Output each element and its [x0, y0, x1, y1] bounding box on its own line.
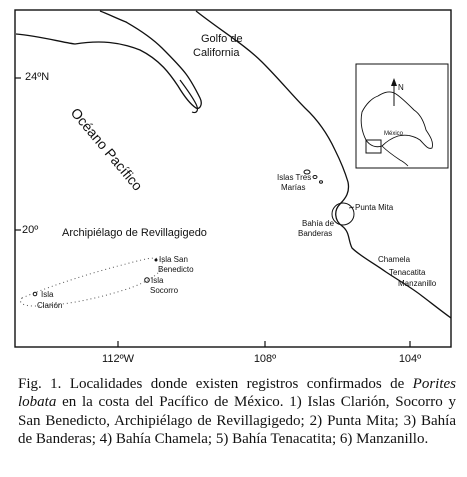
latitude-label-24: 24ºN	[25, 71, 50, 83]
san-benedicto-island	[155, 259, 158, 262]
tres-marias-label-line2: Marías	[281, 183, 306, 192]
socorro-label-line2: Socorro	[150, 286, 179, 295]
inset-frame	[356, 64, 448, 168]
tres-marias-label-line1: Islas Tres	[277, 173, 312, 182]
longitude-label-108: 108º	[253, 353, 277, 365]
clarion-label-line2: Clarión	[37, 301, 63, 310]
socorro-label-line1: Isla	[151, 276, 164, 285]
figure-caption	[18, 375, 456, 449]
gulf-label-line1: Golfo de	[201, 33, 243, 45]
san-benedicto-label-line2: Benedicto	[158, 265, 194, 274]
socorro-island	[145, 278, 150, 283]
chamela-label: Chamela	[378, 255, 411, 264]
inset-mexico-label: México	[384, 131, 404, 137]
san-benedicto-label-line1: Isla San	[159, 255, 188, 264]
longitude-label-104: 104º	[398, 353, 422, 365]
clarion-island	[33, 292, 37, 296]
gulf-label-line2: California	[193, 47, 240, 59]
north-arrow-label: N	[398, 83, 404, 92]
punta-mita-leader	[349, 207, 354, 208]
caption-lead: Fig. 1. Localidades donde existen registros confirmados de	[18, 376, 413, 392]
tenacatita-label: Tenacatita	[389, 268, 426, 277]
banderas-label-line2: Banderas	[298, 229, 333, 238]
longitude-label-112: 112ºW	[102, 353, 134, 365]
baja-california-peninsula	[16, 11, 201, 108]
caption-rest: en la costa del Pacífico de México. 1) Islas Clarión, Socorro y San Benedicto, Archipiélago de Revillagigedo; 2) Punta Mita; 3) Bahía de Banderas; 4) Bahía Chamela; 5) Bahía Tenacatita; 6) Manzanillo.	[18, 394, 456, 448]
latitude-label-20: 20º	[22, 224, 39, 236]
banderas-label-line1: Bahía de	[302, 219, 335, 228]
inset-locator-map	[356, 64, 448, 168]
caption-species-name: Porites lobata	[18, 376, 456, 411]
punta-mita-label: Punta Mita	[355, 203, 394, 212]
clarion-label-line1: Isla	[41, 290, 54, 299]
manzanillo-label: Manzanillo	[398, 279, 437, 288]
archipelago-label: Archipiélago de Revillagigedo	[62, 227, 207, 239]
ocean-label: Océano Pacífico	[67, 104, 146, 194]
map-frame	[15, 10, 451, 347]
